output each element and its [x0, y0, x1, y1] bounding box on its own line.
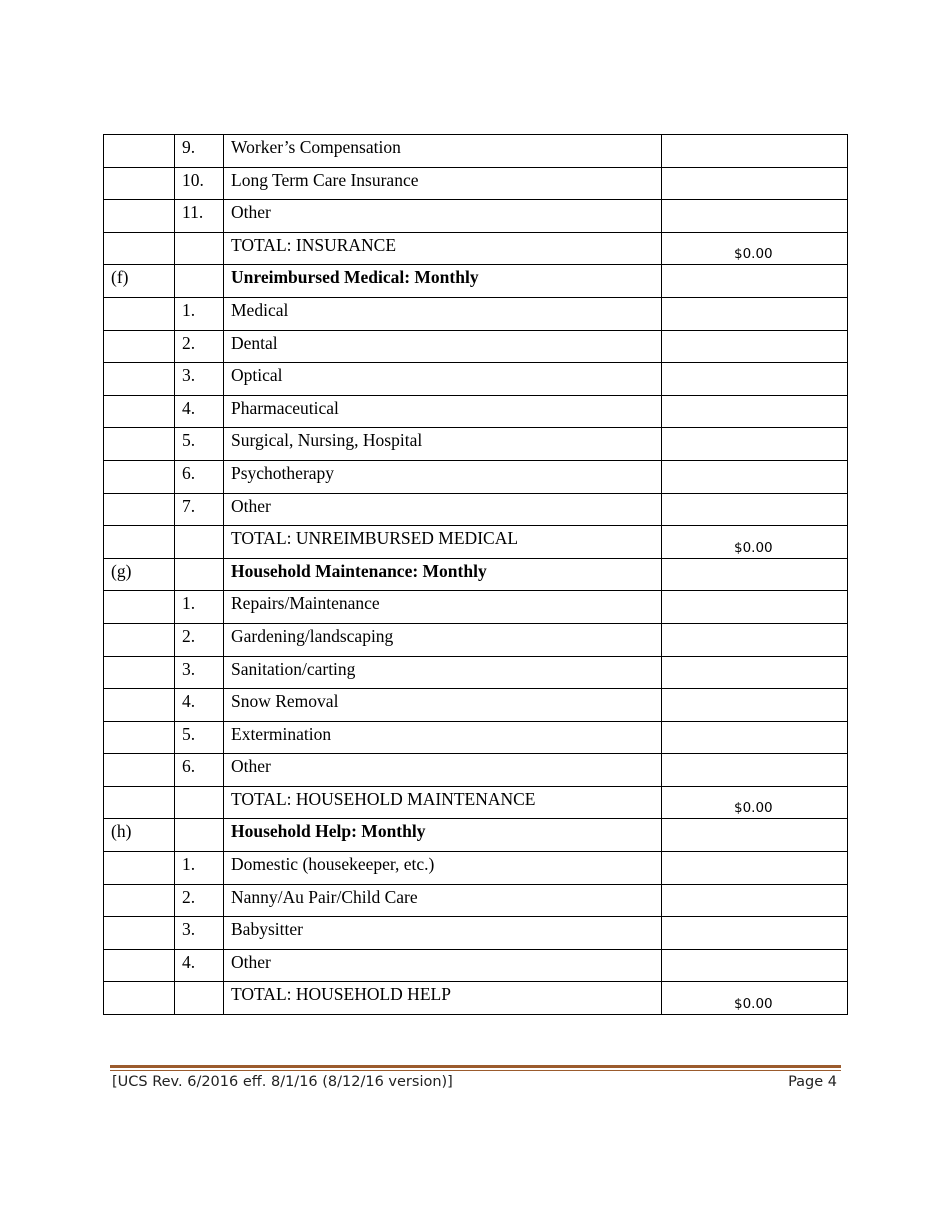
section-label-cell	[104, 395, 175, 428]
section-header-row	[104, 819, 848, 852]
item-number-cell: 1.	[175, 852, 224, 885]
amount-field[interactable]	[662, 656, 848, 689]
table-row	[104, 460, 848, 493]
description-cell: TOTAL: HOUSEHOLD HELP	[224, 982, 662, 1015]
description-cell: Snow Removal	[224, 689, 662, 722]
section-label-cell	[104, 689, 175, 722]
description-cell: Dental	[224, 330, 662, 363]
expense-table	[103, 134, 848, 1015]
description-cell: Psychotherapy	[224, 460, 662, 493]
table-row	[104, 754, 848, 787]
item-number-cell: 4.	[175, 395, 224, 428]
amount-field[interactable]	[662, 167, 848, 200]
item-number-cell	[175, 232, 224, 265]
table-row	[104, 428, 848, 461]
amount-field[interactable]	[662, 265, 848, 298]
amount-field[interactable]	[662, 721, 848, 754]
item-number-cell	[175, 265, 224, 298]
item-number-cell: 5.	[175, 721, 224, 754]
amount-field[interactable]	[662, 135, 848, 168]
item-number-cell: 2.	[175, 330, 224, 363]
item-number-cell: 1.	[175, 297, 224, 330]
section-label-cell	[104, 428, 175, 461]
item-number-cell: 2.	[175, 623, 224, 656]
item-number-cell	[175, 558, 224, 591]
item-number-cell	[175, 786, 224, 819]
item-number-cell: 4.	[175, 949, 224, 982]
description-cell: Other	[224, 949, 662, 982]
table-row	[104, 363, 848, 396]
description-cell: TOTAL: HOUSEHOLD MAINTENANCE	[224, 786, 662, 819]
section-label-cell: (f)	[104, 265, 175, 298]
description-cell: Pharmaceutical	[224, 395, 662, 428]
table-row	[104, 689, 848, 722]
section-label-cell	[104, 460, 175, 493]
total-row	[104, 982, 848, 1015]
section-label-cell: (h)	[104, 819, 175, 852]
amount-field[interactable]	[662, 819, 848, 852]
description-cell: Gardening/landscaping	[224, 623, 662, 656]
table-row	[104, 623, 848, 656]
item-number-cell: 9.	[175, 135, 224, 168]
footer-divider-thin	[110, 1070, 841, 1071]
table-row	[104, 949, 848, 982]
amount-field[interactable]	[662, 558, 848, 591]
description-cell: Household Maintenance: Monthly	[224, 558, 662, 591]
section-label-cell	[104, 526, 175, 559]
table-row	[104, 297, 848, 330]
amount-field[interactable]	[662, 852, 848, 885]
expense-table-body	[104, 135, 848, 1015]
amount-field[interactable]: $0.00	[662, 786, 848, 819]
section-label-cell: (g)	[104, 558, 175, 591]
description-cell: Domestic (housekeeper, etc.)	[224, 852, 662, 885]
table-row	[104, 884, 848, 917]
amount-field[interactable]: $0.00	[662, 526, 848, 559]
amount-field[interactable]	[662, 493, 848, 526]
amount-field[interactable]	[662, 363, 848, 396]
item-number-cell	[175, 819, 224, 852]
description-cell: Worker’s Compensation	[224, 135, 662, 168]
description-cell: Optical	[224, 363, 662, 396]
section-label-cell	[104, 363, 175, 396]
table-row	[104, 167, 848, 200]
section-label-cell	[104, 330, 175, 363]
amount-field[interactable]	[662, 884, 848, 917]
item-number-cell: 4.	[175, 689, 224, 722]
table-row	[104, 656, 848, 689]
amount-field[interactable]: $0.00	[662, 982, 848, 1015]
section-label-cell	[104, 297, 175, 330]
item-number-cell: 11.	[175, 200, 224, 233]
section-header-row	[104, 558, 848, 591]
description-cell: Nanny/Au Pair/Child Care	[224, 884, 662, 917]
section-label-cell	[104, 200, 175, 233]
section-label-cell	[104, 982, 175, 1015]
section-label-cell	[104, 786, 175, 819]
description-cell: Other	[224, 754, 662, 787]
description-cell: Babysitter	[224, 917, 662, 950]
item-number-cell	[175, 982, 224, 1015]
description-cell: Household Help: Monthly	[224, 819, 662, 852]
item-number-cell: 10.	[175, 167, 224, 200]
item-number-cell: 5.	[175, 428, 224, 461]
total-row	[104, 786, 848, 819]
amount-field[interactable]	[662, 689, 848, 722]
amount-field[interactable]	[662, 917, 848, 950]
description-cell: Other	[224, 493, 662, 526]
description-cell: Medical	[224, 297, 662, 330]
description-cell: Long Term Care Insurance	[224, 167, 662, 200]
section-label-cell	[104, 754, 175, 787]
total-row	[104, 526, 848, 559]
section-label-cell	[104, 167, 175, 200]
section-label-cell	[104, 591, 175, 624]
amount-field[interactable]	[662, 754, 848, 787]
item-number-cell: 6.	[175, 754, 224, 787]
section-label-cell	[104, 623, 175, 656]
description-cell: Repairs/Maintenance	[224, 591, 662, 624]
item-number-cell: 3.	[175, 656, 224, 689]
section-label-cell	[104, 852, 175, 885]
amount-field[interactable]	[662, 395, 848, 428]
section-label-cell	[104, 917, 175, 950]
amount-field[interactable]	[662, 949, 848, 982]
amount-field[interactable]: $0.00	[662, 232, 848, 265]
item-number-cell: 2.	[175, 884, 224, 917]
table-row	[104, 493, 848, 526]
amount-field[interactable]	[662, 330, 848, 363]
description-cell: TOTAL: INSURANCE	[224, 232, 662, 265]
description-cell: TOTAL: UNREIMBURSED MEDICAL	[224, 526, 662, 559]
section-label-cell	[104, 721, 175, 754]
section-label-cell	[104, 949, 175, 982]
footer-divider	[110, 1065, 841, 1068]
section-label-cell	[104, 656, 175, 689]
table-row	[104, 135, 848, 168]
description-cell: Sanitation/carting	[224, 656, 662, 689]
amount-field[interactable]	[662, 297, 848, 330]
section-header-row	[104, 265, 848, 298]
amount-field[interactable]	[662, 200, 848, 233]
description-cell: Other	[224, 200, 662, 233]
description-cell: Surgical, Nursing, Hospital	[224, 428, 662, 461]
amount-field[interactable]	[662, 623, 848, 656]
table-row	[104, 330, 848, 363]
footer-page-number: Page 4	[788, 1074, 837, 1090]
total-row	[104, 232, 848, 265]
section-label-cell	[104, 884, 175, 917]
table-row	[104, 917, 848, 950]
footer-revision: [UCS Rev. 6/2016 eff. 8/1/16 (8/12/16 version)]	[112, 1074, 453, 1090]
amount-field[interactable]	[662, 460, 848, 493]
amount-field[interactable]	[662, 428, 848, 461]
table-row	[104, 591, 848, 624]
description-cell: Unreimbursed Medical: Monthly	[224, 265, 662, 298]
item-number-cell: 3.	[175, 363, 224, 396]
table-row	[104, 721, 848, 754]
amount-field[interactable]	[662, 591, 848, 624]
item-number-cell	[175, 526, 224, 559]
section-label-cell	[104, 493, 175, 526]
table-row	[104, 395, 848, 428]
description-cell: Extermination	[224, 721, 662, 754]
table-row	[104, 200, 848, 233]
item-number-cell: 7.	[175, 493, 224, 526]
section-label-cell	[104, 135, 175, 168]
item-number-cell: 1.	[175, 591, 224, 624]
item-number-cell: 3.	[175, 917, 224, 950]
item-number-cell: 6.	[175, 460, 224, 493]
section-label-cell	[104, 232, 175, 265]
table-row	[104, 852, 848, 885]
